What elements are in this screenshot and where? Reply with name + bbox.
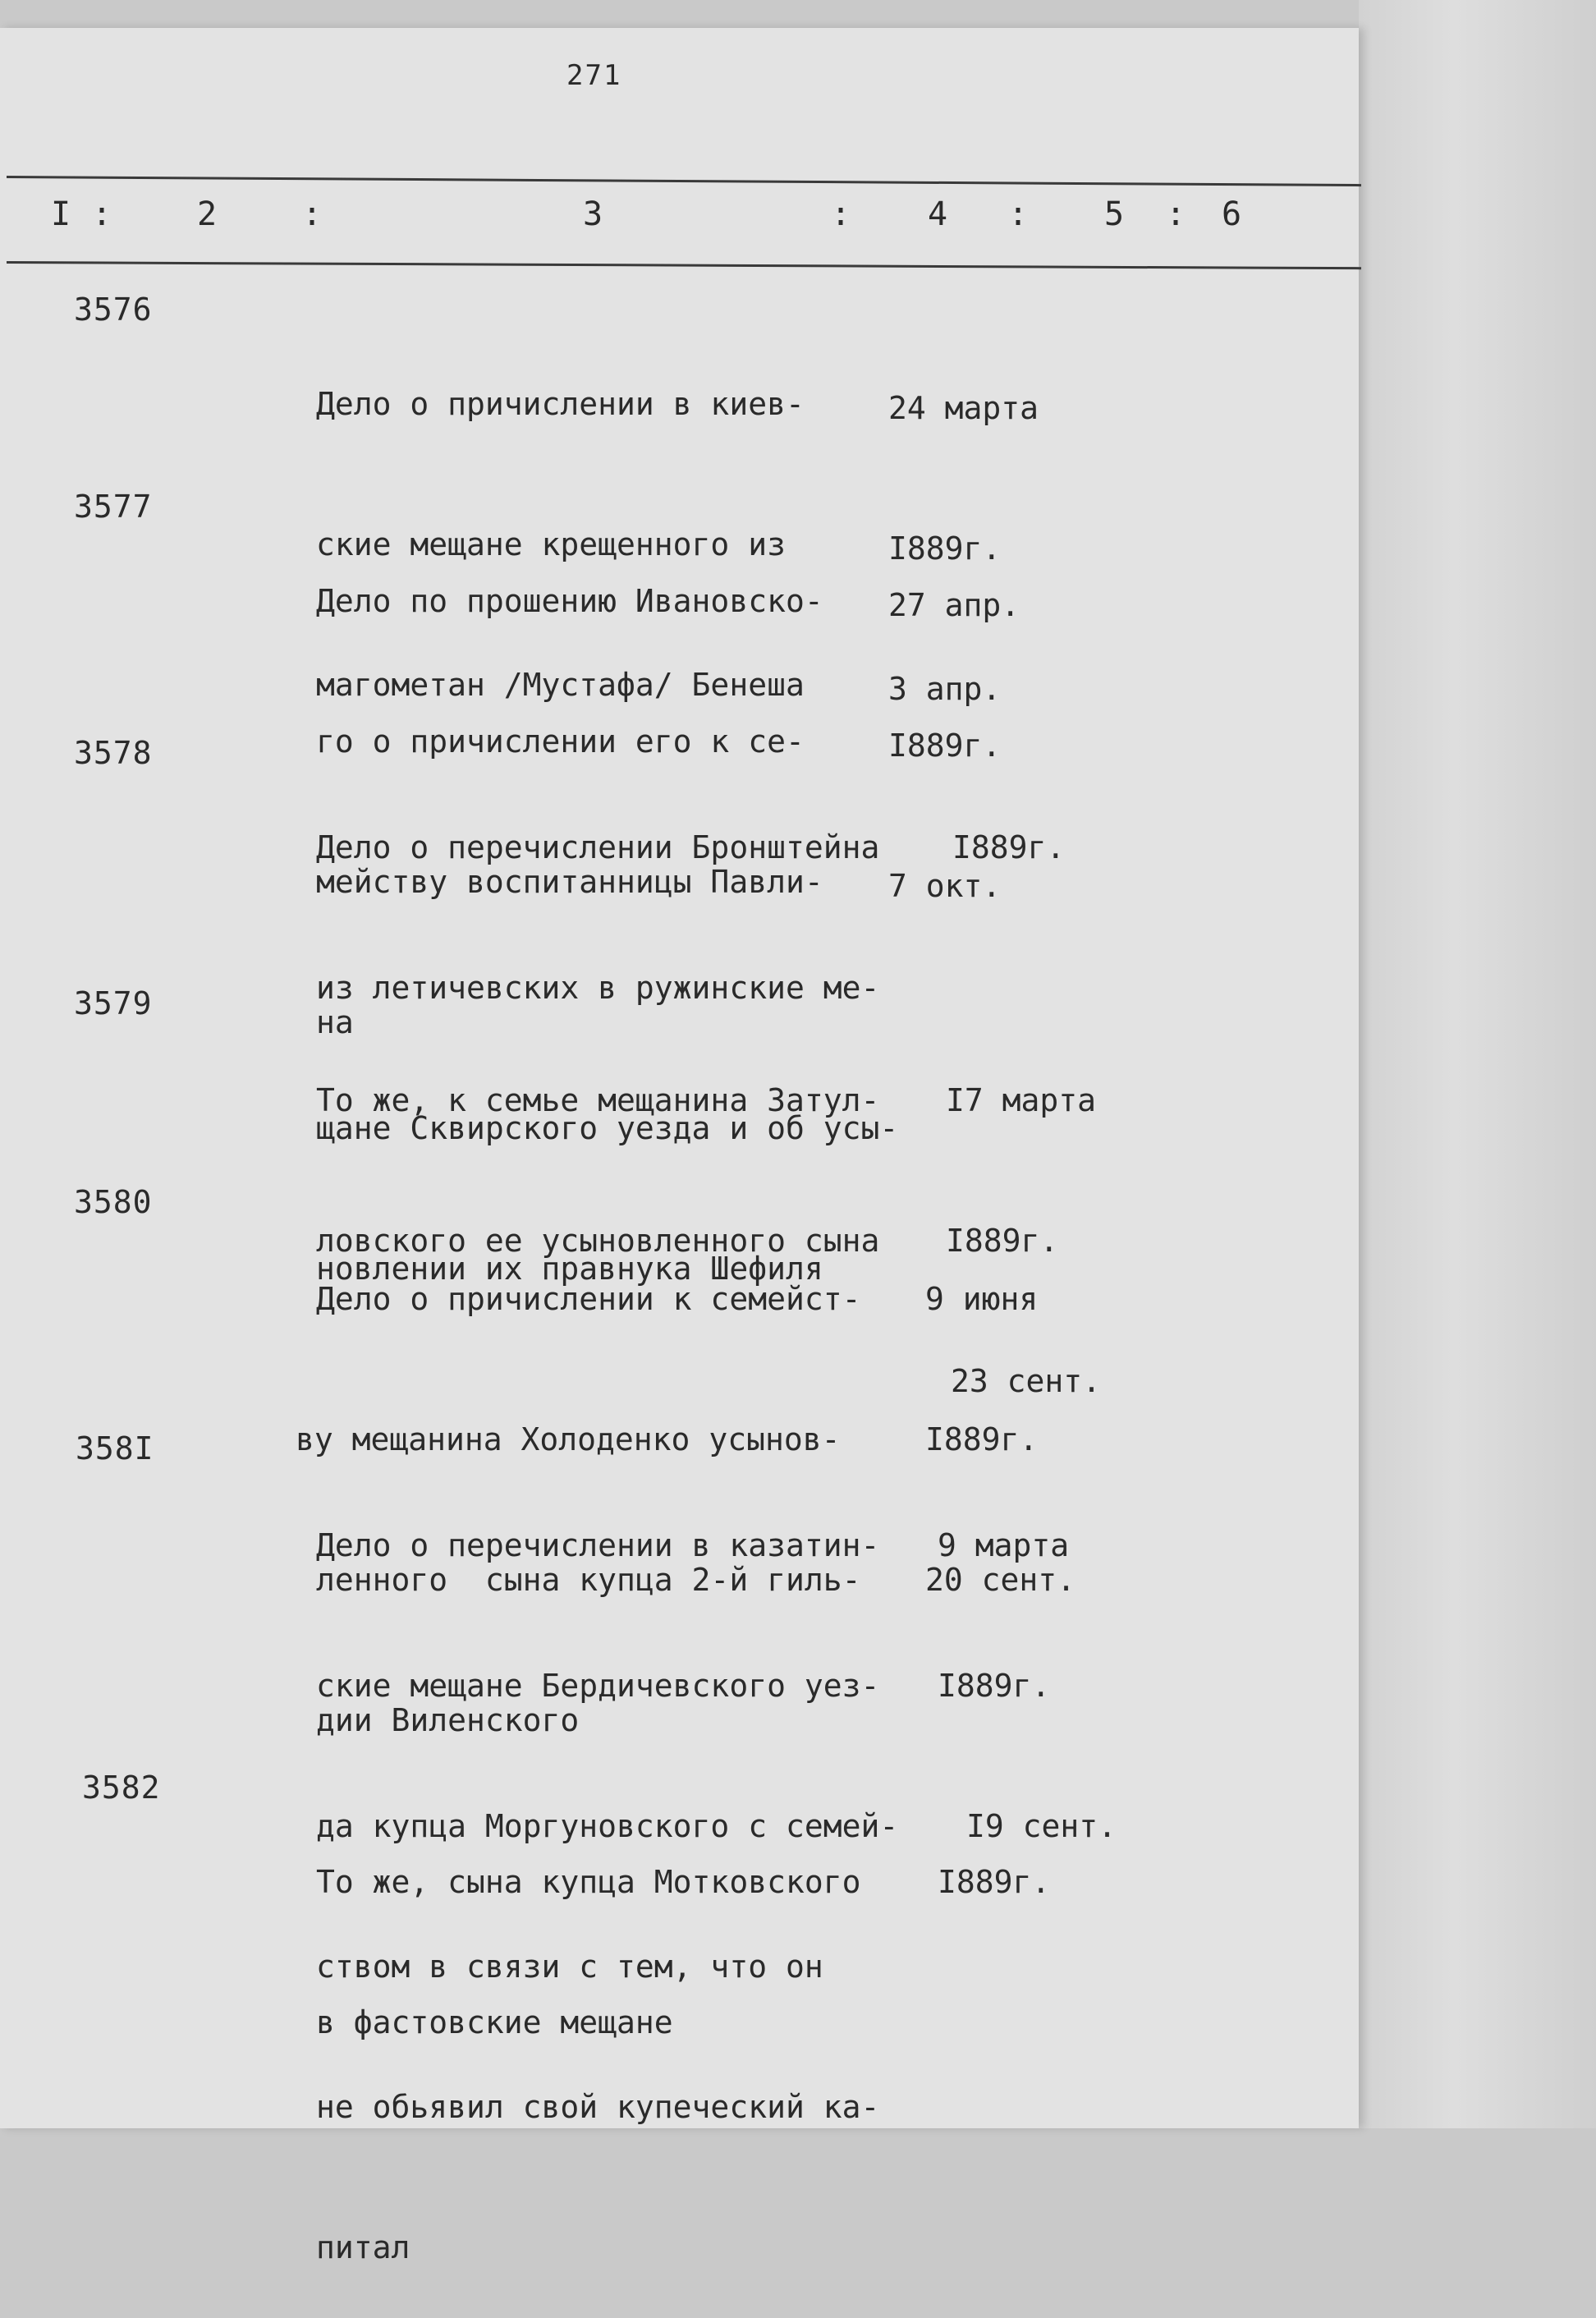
entry-description: Дело о причислении в киев- ские мещане крещенного из магометан /Мустафа/ Бенеша (316, 386, 805, 703)
header-col-5: 5 (1104, 195, 1125, 233)
entry-number: 3579 (74, 985, 153, 1021)
entry-dates: 9 марта I889г. I9 сент. (938, 1527, 1117, 1844)
entry-number: 3577 (74, 489, 153, 525)
entry-description: То же, к семье мещанина Затул- ловского ее усыновленного сына (316, 1082, 880, 1259)
entry-dates: 9 июня I889г. 20 сент. (925, 1281, 1076, 1598)
header-col-6: 6 (1222, 195, 1242, 233)
entry-dates: I889г. (938, 1864, 1051, 1900)
entry-number: 358I (76, 1430, 154, 1467)
entry-number: 3580 (74, 1184, 153, 1220)
entry-dates: 27 апр. I889г. 7 окт. (888, 587, 1020, 904)
entry-description: То же, сына купца Мотковского в фастовские мещане (316, 1864, 861, 2040)
header-sep-1: : (92, 195, 112, 233)
entry-number: 3576 (74, 291, 153, 328)
entry-dates: I889г. (952, 829, 1066, 865)
header-col-2: 2 (197, 195, 218, 233)
entry-number: 3582 (82, 1769, 161, 1806)
entry-description: Дело по прошению Ивановско- го о причислении его к се- мейству воспитанницы Павли- на (316, 583, 823, 1040)
header-col-4: 4 (928, 195, 948, 233)
entry-description: Дело о причислении к семейст- ву мещанина Холоденко усынов- ленного сына купца 2-й гиль- дии Виленского (296, 1281, 861, 1738)
header-sep-4: : (1008, 195, 1029, 233)
entry-description: Дело о перечислении Бронштейна из летичевских в ружинские ме- щане Сквирского уезда и об усы- новлении их правнука Шефиля (316, 829, 899, 1287)
page-number: 271 (566, 59, 622, 92)
header-col-3: 3 (583, 195, 603, 233)
entry-number: 3578 (74, 735, 153, 771)
entry-dates: I7 марта I889г. 23 сент. (946, 1082, 1102, 1399)
background-edge (1359, 0, 1596, 2128)
header-col-1: I (51, 195, 71, 233)
entry-dates: 24 марта I889г. 3 апр. (888, 390, 1039, 707)
entry-description: Дело о перечислении в казатин- ские мещане Бердичевского уез- да купца Моргуновского с семей- ством в связи с тем, что он не обьявил свой купеческий ка- питал (316, 1527, 899, 2265)
header-sep-5: : (1166, 195, 1186, 233)
header-sep-2: : (302, 195, 323, 233)
header-sep-3: : (831, 195, 851, 233)
